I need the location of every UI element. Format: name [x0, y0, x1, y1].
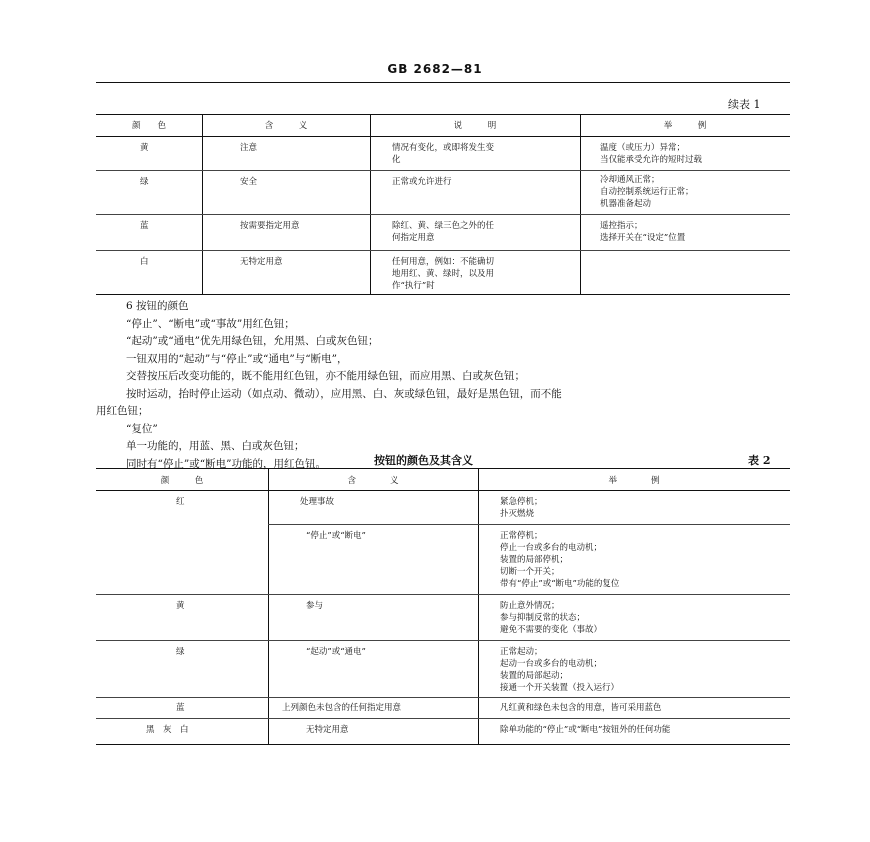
table1-caption: 续表 1 [728, 98, 761, 111]
table1-cell-meaning: 无特定用意 [240, 257, 283, 267]
table1-row-rule [96, 214, 790, 215]
table2-cell-example-line: 切断一个开关； [500, 567, 560, 577]
table2-cell-color: 绿 [176, 647, 185, 657]
table1-cell-color: 黄 [140, 143, 149, 153]
table2-label: 表 2 [748, 454, 771, 467]
table1-cell-desc-line: 正常或允许进行 [392, 177, 452, 187]
header-rule [96, 82, 790, 83]
table2-top-rule [96, 468, 790, 469]
section6-line: 同时有“停止”或“断电”功能的，用红色钮。 [126, 457, 326, 470]
table2-cell-example-line: 紧急停机； [500, 497, 543, 507]
table1-cell-desc-line: 地用红、黄、绿时，以及用 [392, 269, 495, 279]
table1-cell-desc-line: 任何用意，例如：不能确切 [392, 257, 495, 267]
table2-cell-example-line: 扑灭燃烧 [500, 509, 535, 519]
table1-header-rule [96, 136, 790, 137]
table1-header-example: 举 例 [663, 121, 707, 131]
table1-cell-example-line: 机器准备起动 [600, 199, 652, 209]
table2-row-rule [96, 718, 790, 719]
section6-line: 单一功能的，用蓝、黑、白或灰色钮； [126, 440, 305, 452]
section6-line: 交替按压后改变功能的，既不能用红色钮，亦不能用绿色钮，而应用黑、白或灰色钮； [126, 370, 525, 382]
table2-cell-example-line: 正常起动； [500, 647, 543, 657]
table2-cell-meaning: 无特定用意 [306, 725, 349, 735]
page-header: GB 2682—81 [387, 62, 483, 76]
table2-cell-example-line: 凡红黄和绿色未包含的用意，皆可采用蓝色 [500, 703, 662, 713]
table1-top-rule [96, 114, 790, 115]
table1-cell-color: 白 [140, 257, 149, 267]
table1-cell-example-line: 选择开关在“设定”位置 [600, 233, 686, 243]
section6-line-continued: 用红色钮； [96, 405, 149, 417]
table2-cell-example-line: 停止一台或多台的电动机； [500, 543, 603, 553]
table1-cell-meaning: 注意 [240, 143, 258, 153]
table2-bottom-rule [96, 744, 790, 745]
table2-row-rule [96, 640, 790, 641]
table2-row-rule [96, 594, 790, 595]
table1-cell-example-line: 冷却通风正常； [600, 175, 660, 185]
table2-col-divider [478, 468, 479, 744]
section6-title: 6 按钮的颜色 [126, 300, 189, 312]
table1-cell-desc-line: 情况有变化，或即将发生变 [392, 143, 495, 153]
section6-line: 一钮双用的“起动”与“停止”或“通电”与“断电”， [126, 352, 348, 365]
table1-col-divider [370, 114, 371, 294]
table2-header-rule [96, 490, 790, 491]
table2-header-color: 颜 色 [160, 476, 204, 486]
table2-cell-color: 蓝 [176, 703, 185, 713]
table1-cell-desc-line: 化 [392, 155, 401, 165]
table2-cell-example-line: 防止意外情况； [500, 601, 560, 611]
table2-cell-meaning: “停止”或“断电” [306, 531, 366, 541]
table1-header-meaning: 含 义 [264, 121, 308, 131]
table1-cell-example-line: 当仅能承受允许的短时过载 [600, 155, 703, 165]
section6 [96, 298, 790, 473]
table1-cell-example-line: 自动控制系统运行正常； [600, 187, 694, 197]
table2-row-rule [268, 524, 790, 525]
table1-cell-desc-line: 作“执行”时 [392, 281, 435, 291]
table1-header-color: 颜 色 [131, 121, 166, 131]
table1-cell-meaning: 按需要指定用意 [240, 221, 300, 231]
table2-cell-example-line: 接通一个开关装置（投入运行） [500, 683, 620, 693]
table2-cell-example-line: 装置的局部停机； [500, 555, 569, 565]
table1-cell-desc-line: 何指定用意 [392, 233, 435, 243]
table1-bottom-rule [96, 294, 790, 295]
table2-header-example: 举 例 [608, 476, 660, 486]
table2-header-meaning: 含 义 [347, 476, 399, 486]
table1-cell-desc-line: 除红、黄、绿三色之外的任 [392, 221, 495, 231]
table1-cell-example-line: 温度（或压力）异常； [600, 143, 686, 153]
table2-cell-example-line: 除单功能的“停止”或“断电”按钮外的任何功能 [500, 725, 671, 735]
section6-line: 按时运动，抬时停止运动（如点动、微动），应用黑、白、灰或绿色钮，最好是黑色钮，而不能 [126, 387, 562, 400]
table2-cell-example-line: 参与抑制反常的状态； [500, 613, 586, 623]
table1-row-rule [96, 250, 790, 251]
table2-cell-color: 黄 [176, 601, 185, 611]
table1-cell-meaning: 安全 [240, 177, 258, 187]
table2-cell-meaning: 处理事故 [300, 497, 335, 507]
table1-cell-color: 蓝 [140, 221, 149, 231]
section6-line: “停止”、“断电”或“事故”用红色钮； [126, 317, 295, 330]
table1-col-divider [580, 114, 581, 294]
table1-col-divider [202, 114, 203, 294]
table2-cell-meaning: “起动”或“通电” [306, 647, 366, 657]
table2-cell-color: 黑 灰 白 [146, 725, 189, 735]
table2-cell-meaning: 参与 [306, 601, 324, 611]
table1-header-desc: 说 明 [453, 121, 497, 131]
table2-col-divider [268, 468, 269, 744]
section6-line: “起动”或“通电”优先用绿色钮，允用黑、白或灰色钮； [126, 335, 379, 347]
table2-cell-example-line: 带有“停止”或“断电”功能的复位 [500, 579, 620, 589]
table2-cell-example-line: 装置的局部起动； [500, 671, 569, 681]
table2-cell-example-line: 避免不需要的变化（事故） [500, 625, 603, 635]
table2-cell-example-line: 起动一台或多台的电动机； [500, 659, 603, 669]
section6-line: “复位” [126, 422, 158, 435]
table2-cell-meaning: 上列颜色未包含的任何指定用意 [282, 703, 402, 713]
table2-title: 按钮的颜色及其含义 [374, 454, 473, 467]
table1-row-rule [96, 170, 790, 171]
table1-cell-color: 绿 [140, 177, 149, 187]
table2-row-rule [96, 697, 790, 698]
table2-cell-example-line: 正常停机； [500, 531, 543, 541]
table2-cell-color: 红 [176, 497, 185, 507]
table1-cell-example-line: 遥控指示； [600, 221, 643, 231]
